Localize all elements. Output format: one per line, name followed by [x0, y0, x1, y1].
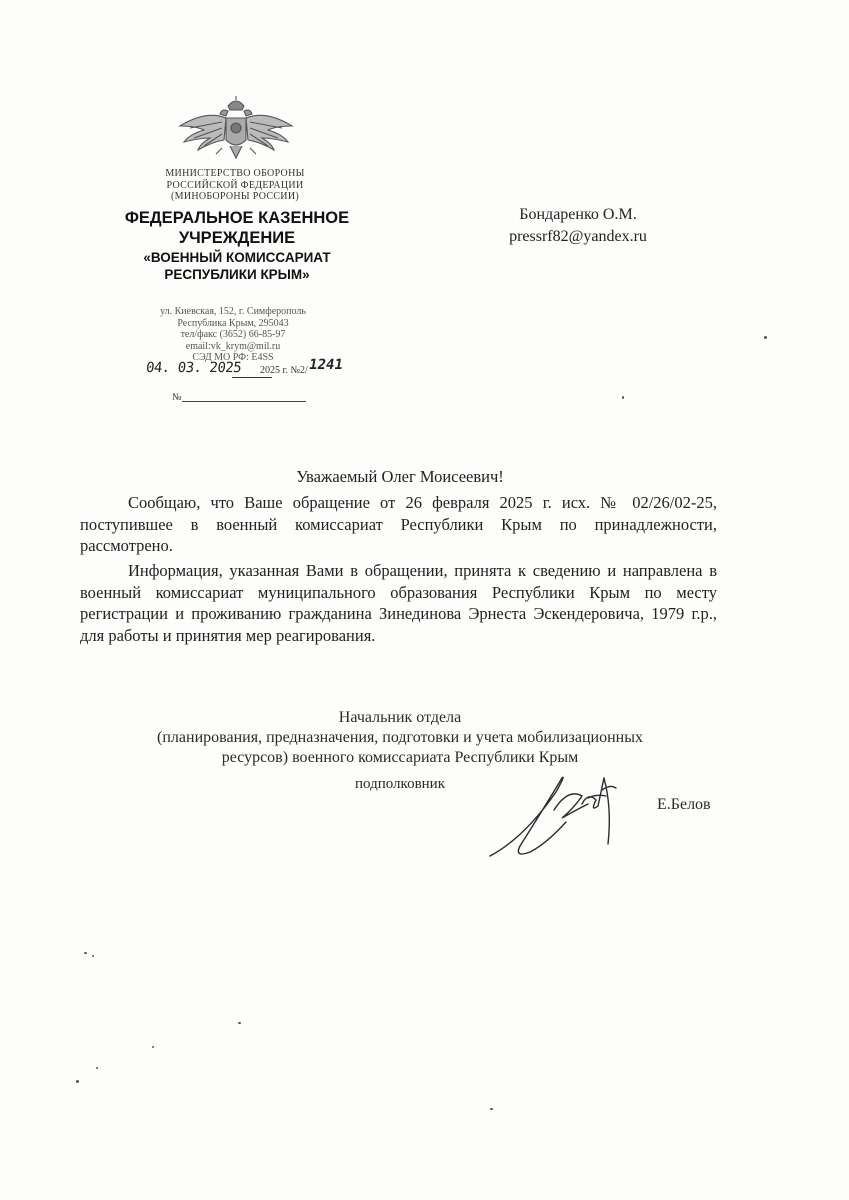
- ministry-line: (МИНОБОРОНЫ РОССИИ): [171, 191, 299, 202]
- handwritten-signature: [484, 748, 654, 868]
- recipient-name: Бондаренко О.М.: [519, 206, 637, 223]
- agency-name: [100, 208, 374, 248]
- agency-address: [128, 306, 338, 364]
- scan-speck: [764, 336, 767, 339]
- salutation: Уважаемый Олег Моисеевич!: [296, 467, 504, 486]
- signatory-rank: подполковник: [355, 776, 445, 792]
- body-paragraph-1: Сообщаю, что Ваше обращение от 26 февраля 2025 г. исх. № 02/26/02-25, поступившее в военный комиссариат Республики Крым по принадлежности, рассмотрено.: [80, 493, 717, 555]
- scan-speck: [76, 1080, 79, 1083]
- reference-number-underline: [182, 401, 306, 402]
- signatory-name: Е.Белов: [657, 796, 711, 813]
- reference-number-label: №: [172, 392, 182, 403]
- scan-speck: [92, 955, 94, 957]
- ministry-line: РОССИЙСКОЙ ФЕДЕРАЦИИ: [166, 179, 304, 191]
- scan-speck: [238, 1022, 241, 1024]
- signatory-title-line: ресурсов) военного комиссариата Республики Крым: [221, 749, 579, 766]
- email-line: email:vk_krym@mil.ru: [185, 340, 281, 352]
- body-paragraph-2: Информация, указанная Вами в обращении, принята к сведению и направлена в военный комиссариат муниципального образования Республики Крым по месту регистрации и проживанию гражданина Зинединова Эрнеста Эскендеровича, 1979 г.р., для работы и принятия мер реагирования.: [80, 561, 717, 645]
- ministry-name: [110, 168, 360, 203]
- agency-sub-line: РЕСПУБЛИКИ КРЫМ»: [164, 267, 310, 282]
- agency-line: УЧРЕЖДЕНИЕ: [178, 229, 296, 247]
- phone-line: тел/факс (3652) 66-85-97: [180, 329, 286, 340]
- date-underline: [232, 377, 272, 378]
- scan-speck: [622, 396, 624, 399]
- agency-sub-line: «ВОЕННЫЙ КОМИССАРИАТ: [143, 250, 331, 265]
- scan-speck: [490, 1108, 493, 1110]
- ministry-line: МИНИСТЕРСТВО ОБОРОНЫ: [165, 168, 305, 179]
- double-headed-eagle-emblem-icon: [176, 96, 296, 162]
- signatory-title-line: Начальник отдела: [338, 709, 462, 726]
- scan-speck: [84, 952, 87, 954]
- sed-line: СЭД МО РФ: E4SS: [192, 352, 274, 363]
- agency-line: ФЕДЕРАЛЬНОЕ КАЗЕННОЕ: [124, 209, 350, 227]
- date-suffix: 2025 г. №2/: [260, 365, 308, 376]
- handwritten-date: 04. 03. 2025: [145, 360, 242, 376]
- address-line: ул. Киевская, 152, г. Симферополь: [160, 306, 306, 317]
- scan-speck: [96, 1067, 98, 1069]
- registration-number: 1241: [307, 357, 345, 373]
- scan-speck: [152, 1046, 154, 1048]
- recipient-email: pressrf82@yandex.ru: [509, 228, 647, 245]
- agency-subtitle: [100, 249, 374, 283]
- signatory-title-line: (планирования, предназначения, подготовки и учета мобилизационных: [157, 729, 643, 746]
- recipient: [478, 204, 678, 248]
- address-line: Республика Крым, 295043: [177, 317, 289, 329]
